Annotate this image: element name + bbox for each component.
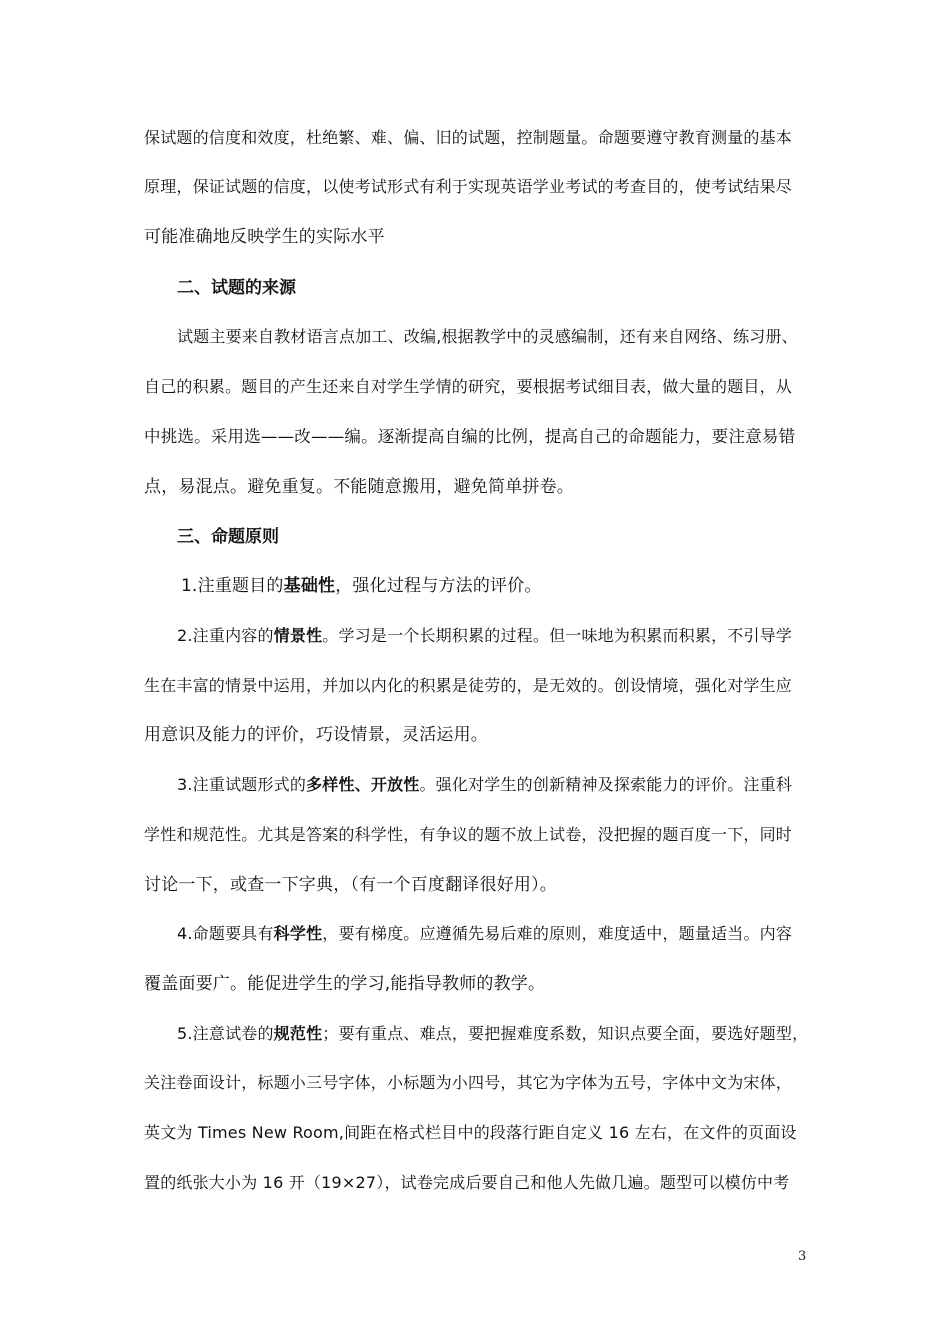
principle-item-3 bbox=[177, 773, 792, 797]
item2-prefix: 2.注重内容的 bbox=[177, 626, 274, 645]
page-number: 3 bbox=[798, 1249, 807, 1264]
item4-keyword: 科学性 bbox=[273, 924, 323, 943]
section-heading-sources: 二、试题的来源 bbox=[177, 278, 296, 298]
item5-suffix: ；要有重点、难点，要把握难度系数，知识点要全面，要选好题型， bbox=[322, 1024, 809, 1043]
item1-prefix: 1.注重题目的 bbox=[181, 576, 284, 596]
section-heading-principles: 三、命题原则 bbox=[177, 527, 279, 547]
item4-prefix: 4.命题要具有 bbox=[177, 924, 274, 943]
intro-line-3: 可能准确地反映学生的实际水平 bbox=[144, 227, 385, 247]
sources-line-4: 点，易混点。避免重复。不能随意搬用，避免简单拼卷。 bbox=[144, 477, 574, 497]
sources-line-3: 中挑选。采用选——改——编。逐渐提高自编的比例，提高自己的命题能力，要注意易错 bbox=[144, 427, 796, 446]
item2-line-3: 用意识及能力的评价，巧设情景，灵活运用。 bbox=[144, 725, 488, 745]
item3-line-2: 学性和规范性。尤其是答案的科学性，有争议的题不放上试卷，没把握的题百度一下，同时 bbox=[144, 825, 793, 844]
sources-line-1: 试题主要来自教材语言点加工、改编,根据教学中的灵感编制，还有来自网络、练习册、 bbox=[177, 327, 798, 346]
item4-suffix: ，要有梯度。应遵循先易后难的原则，难度适中，题量适当。内容 bbox=[322, 924, 793, 943]
item1-keyword: 基础性 bbox=[283, 576, 336, 596]
principle-item-4 bbox=[177, 922, 792, 946]
principle-item-5 bbox=[177, 1022, 808, 1046]
item3-line-3: 讨论一下，或查一下字典，（有一个百度翻译很好用）。 bbox=[144, 875, 557, 895]
item2-suffix: 。学习是一个长期积累的过程。但一味地为积累而积累，不引导学 bbox=[322, 626, 793, 645]
item3-keyword: 多样性、开放性 bbox=[306, 775, 420, 794]
principle-item-1 bbox=[181, 574, 542, 598]
item5-line-4: 置的纸张大小为 16 开（19×27），试卷完成后要自己和他人先做几遍。题型可以模仿中考 bbox=[144, 1173, 790, 1192]
item5-line-3: 英文为 Times New Room,间距在格式栏目中的段落行距自定义 16 左右，在文件的页面设 bbox=[144, 1123, 797, 1142]
item5-prefix: 5.注意试卷的 bbox=[177, 1024, 274, 1043]
item3-prefix: 3.注重试题形式的 bbox=[177, 775, 307, 794]
item2-keyword: 情景性 bbox=[273, 626, 323, 645]
item5-line-2: 关注卷面设计，标题小三号字体，小标题为小四号，其它为字体为五号，字体中文为宋体， bbox=[144, 1073, 793, 1092]
intro-line-1: 保试题的信度和效度，杜绝繁、难、偏、旧的试题，控制题量。命题要遵守教育测量的基本 bbox=[144, 128, 793, 147]
sources-line-2: 自己的积累。题目的产生还来自对学生学情的研究，要根据考试细目表，做大量的题目，从 bbox=[144, 377, 793, 396]
item5-keyword: 规范性 bbox=[273, 1024, 323, 1043]
item1-suffix: ，强化过程与方法的评价。 bbox=[335, 576, 542, 596]
item2-line-2: 生在丰富的情景中运用，并加以内化的积累是徒劳的，是无效的。创设情境，强化对学生应 bbox=[144, 676, 793, 695]
item3-suffix: 。强化对学生的创新精神及探索能力的评价。注重科 bbox=[419, 775, 793, 794]
item4-line-2: 覆盖面要广。能促进学生的学习,能指导教师的教学。 bbox=[144, 974, 546, 994]
principle-item-2 bbox=[177, 624, 792, 648]
intro-line-2: 原理，保证试题的信度，以使考试形式有利于实现英语学业考试的考查目的，使考试结果尽 bbox=[144, 177, 793, 196]
